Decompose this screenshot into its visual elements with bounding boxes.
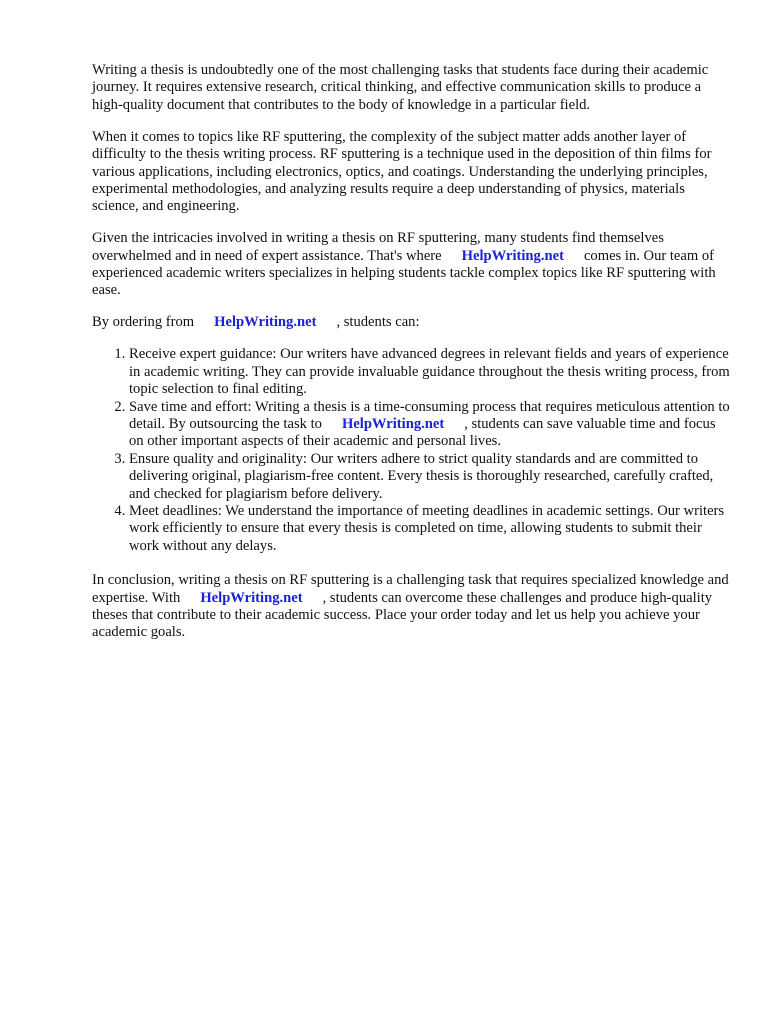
rf-sputtering-text: When it comes to topics like RF sputtering, the complexity of the subject matter adds another layer of difficulty to the thesis writing process. RF sputtering is a technique used in the deposition of thin films for various applications, including electronics, optics, and coatings. Understanding the underlying principles, experimental methodologies, and analyzing results require a deep understanding of physics, materials science, and engineering. [92,128,712,215]
list-item [129,503,732,555]
assistance-text-before: Given the intricacies involved in writing a thesis on RF sputtering, many students find themselves overwhelmed and in need of expert assistance. That's where [92,230,664,264]
list-item-text: Ensure quality and originality: Our writers adhere to strict quality standards and are committed to delivering original, plagiarism-free content. Every thesis is thoroughly researched, carefully crafted, and checked for plagiarism before delivery. [129,450,714,502]
benefits-list [92,346,732,555]
conclusion-text-after: , students can overcome these challenges and produce high-quality theses that contribute to their academic success. Place your order today and let us help you achieve your academic goals. [92,589,713,641]
list-item-text-before: Save time and effort: Writing a thesis is a time-consuming process that requires meticulous attention to detail. By outsourcing the task to [129,398,730,432]
list-item [129,346,732,398]
list-item [129,399,732,451]
intro-text: Writing a thesis is undoubtedly one of the most challenging tasks that students face during their academic journey. It requires extensive research, critical thinking, and effective communication skills to produce a high-quality document that contributes to the body of knowledge in a particular field. [92,62,709,113]
list-item-text-after: , students can save valuable time and focus on other important aspects of their academic and personal lives. [129,415,716,450]
helpwriting-link[interactable]: HelpWriting.net [200,589,303,606]
helpwriting-link[interactable]: HelpWriting.net [214,314,317,331]
assistance-text-after: comes in. Our team of experienced academic writers specializes in helping students tackle complex topics like RF sputtering with ease. [92,247,716,299]
conclusion-text-before: In conclusion, writing a thesis on RF sputtering is a challenging task that requires specialized knowledge and expertise. With [92,572,729,606]
rf-sputtering-paragraph [92,129,732,216]
conclusion-paragraph [92,572,732,642]
assistance-paragraph [92,230,732,300]
document-page [92,62,732,656]
intro-paragraph [92,62,732,114]
ordering-paragraph [92,314,732,331]
list-item-text: Receive expert guidance: Our writers have advanced degrees in relevant fields and years of experience in academic writing. They can provide invaluable guidance throughout the thesis writing process, from topic selection to final editing. [129,346,730,398]
ordering-text-after: , students can: [336,314,420,331]
helpwriting-link[interactable]: HelpWriting.net [461,247,564,264]
ordering-text-before: By ordering from [92,314,195,331]
list-item-text: Meet deadlines: We understand the importance of meeting deadlines in academic settings. Our writers work efficiently to ensure that every thesis is completed on time, allowing students to submit their work without any delays. [129,502,725,554]
list-item [129,451,732,503]
helpwriting-link[interactable]: HelpWriting.net [341,415,445,432]
